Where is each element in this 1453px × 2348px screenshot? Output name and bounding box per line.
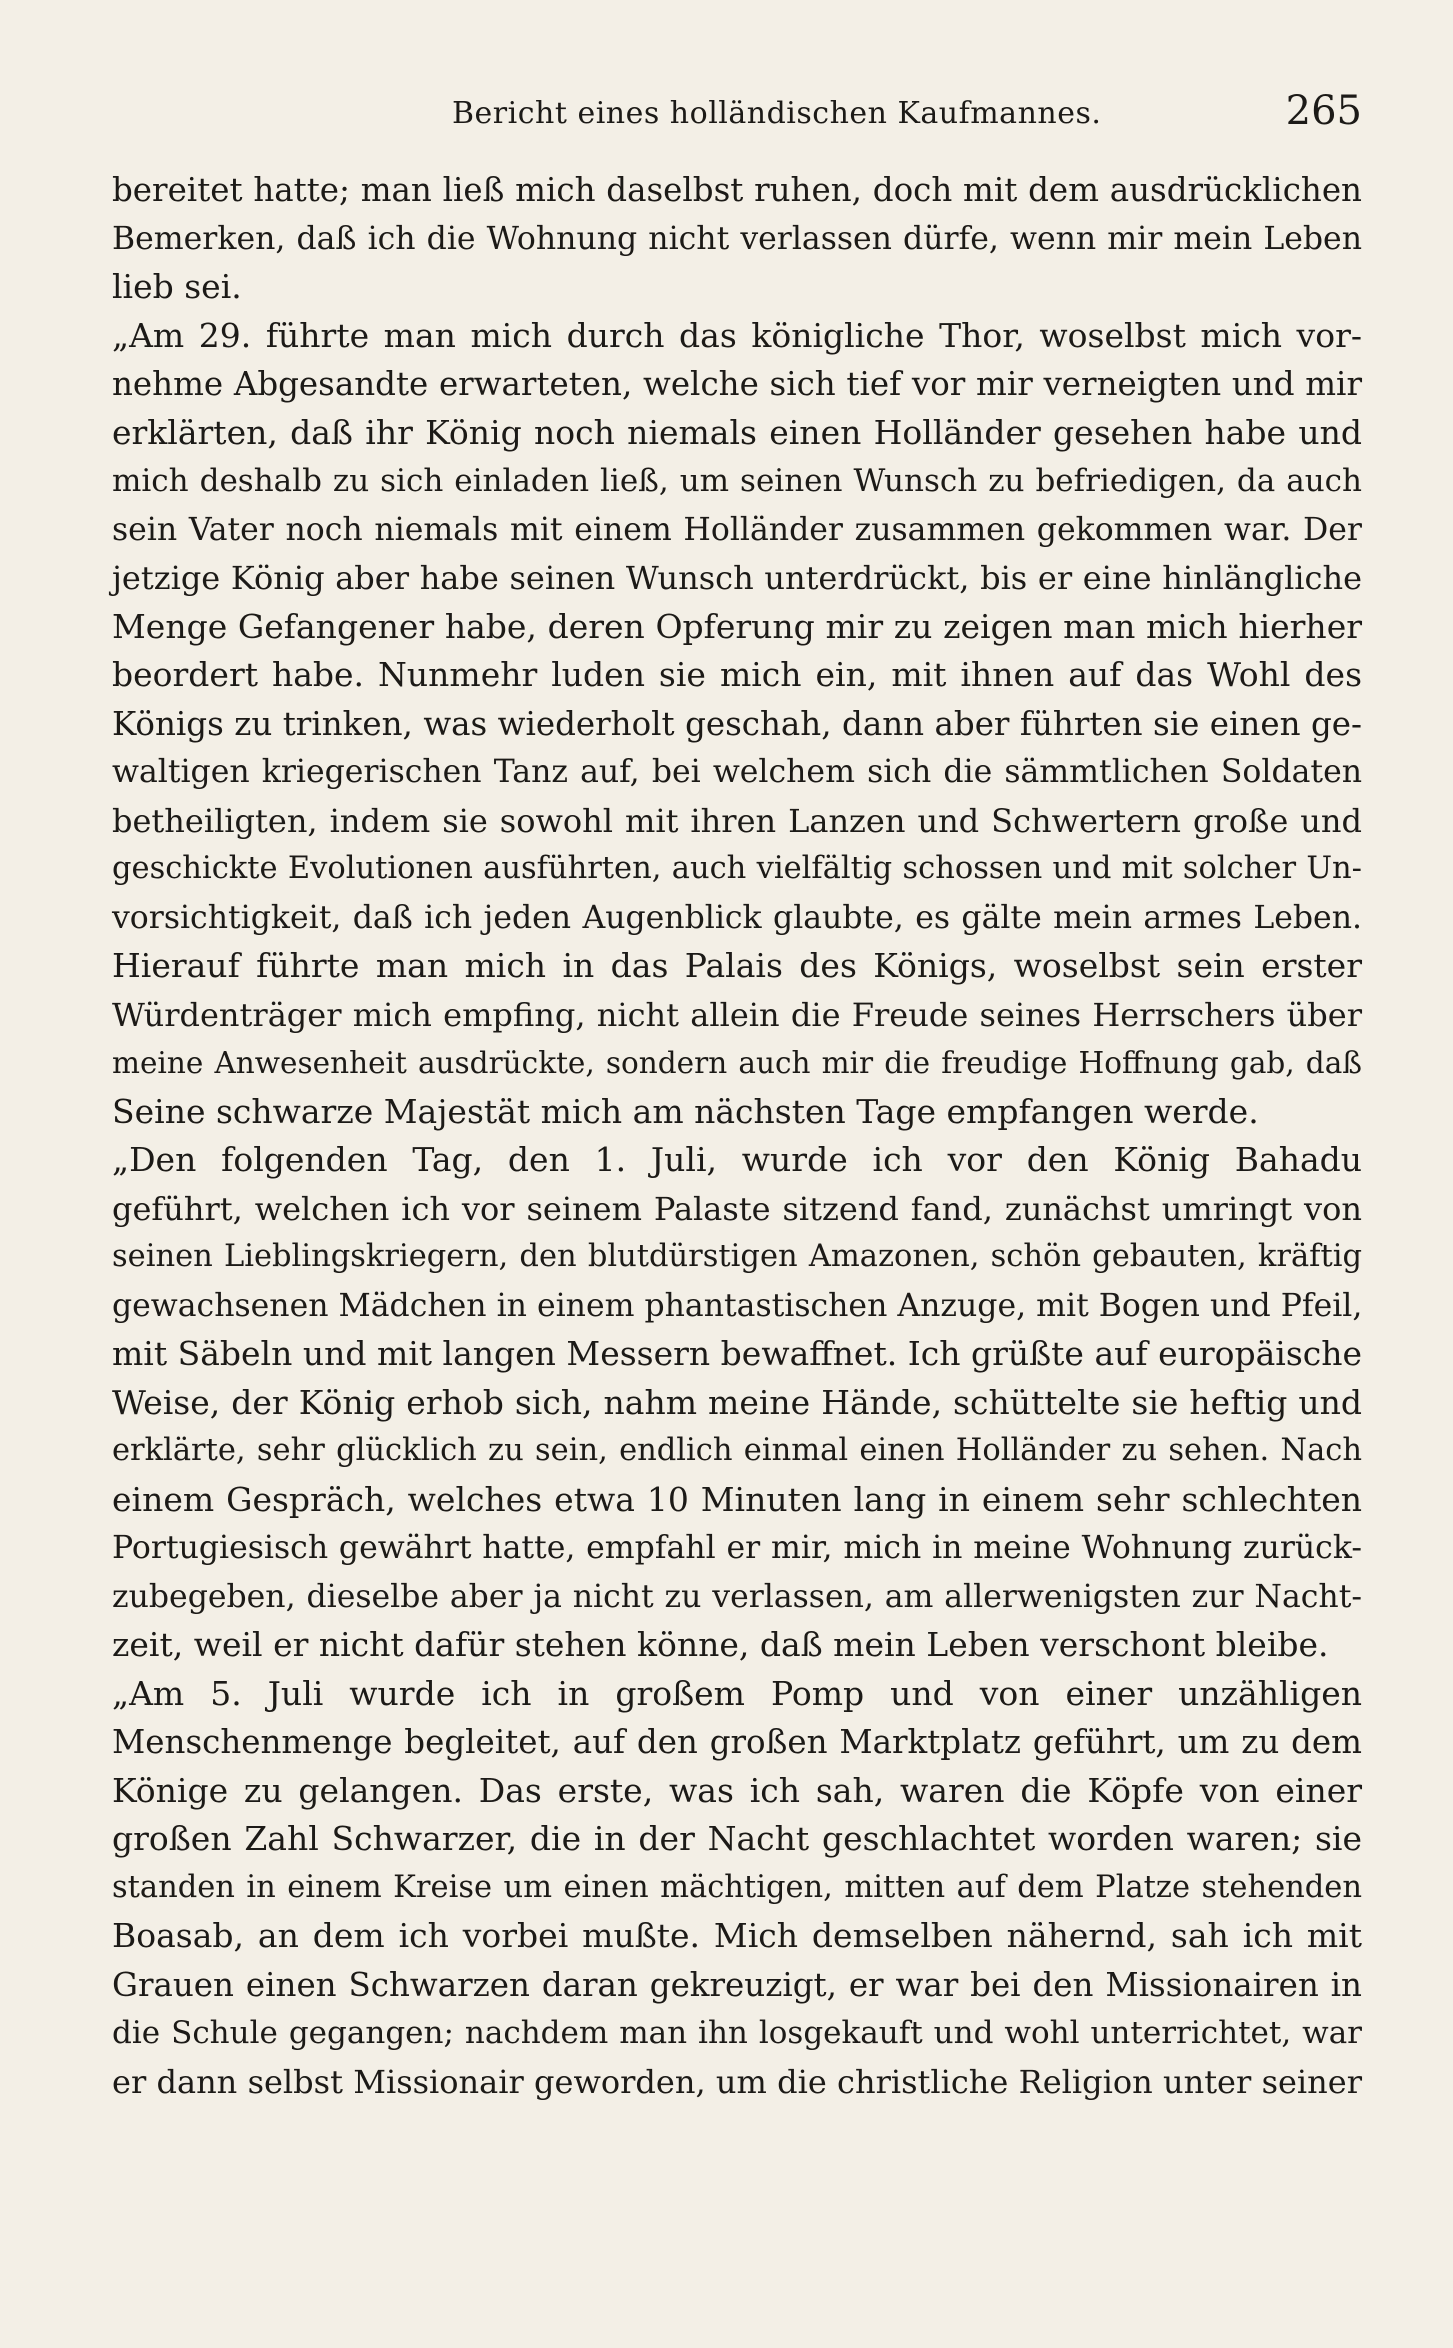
text-line: lieb sei. [112,267,242,306]
text-line: Menschenmenge begleitet, auf den großen Marktplatz geführt, um zu dem [112,1723,1362,1761]
text-line: Könige zu gelangen. Das erste, was ich sah, waren die Köpfe von einer [112,1770,1362,1810]
text-line: großen Zahl Schwarzer, die in der Nacht geschlachtet worden waren; sie [112,1819,1362,1858]
page-number: 265 [1285,88,1362,134]
text-line: erklärten, daß ihr König noch niemals einen Holländer gesehen habe und [112,412,1362,452]
text-line: mich deshalb zu sich einladen ließ, um seinen Wunsch zu befriedigen, da auch [112,463,1362,499]
text-line: vorsichtigkeit, daß ich jeden Augenblick glaubte, es gälte mein armes Leben. [112,899,1362,936]
body-text [112,166,1362,2106]
text-line: die Schule gegangen; nachdem man ihn losgekauft und wohl unterrichtet, war [112,2015,1362,2051]
text-line: „Am 5. Juli wurde ich in großem Pomp und von einer unzähligen [112,1673,1362,1713]
text-line: Würdenträger mich empfing, nicht allein die Freude seines Herrschers über [112,995,1362,1034]
text-line: betheiligten, indem sie sowohl mit ihren Lanzen und Schwertern große und [112,801,1362,840]
text-line: Menge Gefangener habe, deren Opferung mir zu zeigen man mich hierher [112,606,1362,646]
running-head [112,88,1362,140]
text-line: waltigen kriegerischen Tanz auf, bei welchem sich die sämmtlichen Soldaten [112,754,1362,790]
text-line: beordert habe. Nunmehr luden sie mich ein, mit ihnen auf das Wohl des [112,655,1362,694]
text-line: zeit, weil er nicht dafür stehen könne, daß mein Leben verschont bleibe. [112,1625,1329,1664]
text-line: mit Säbeln und mit langen Messern bewaffnet. Ich grüßte auf europäische [112,1334,1363,1373]
text-line: Seine schwarze Majestät mich am nächsten Tage empfangen werde. [112,1091,1259,1131]
text-line: einem Gespräch, welches etwa 10 Minuten lang in einem sehr schlechten [112,1479,1362,1519]
text-line: Grauen einen Schwarzen daran gekreuzigt, er war bei den Missionairen in [112,1965,1362,2004]
text-line: er dann selbst Missionair geworden, um die christliche Religion unter seiner [112,2062,1362,2101]
text-line: Weise, der König erhob sich, nahm meine Hände, schüttelte sie heftig und [112,1382,1362,1422]
text-line: Portugiesisch gewährt hatte, empfahl er mir, mich in meine Wohnung zurück- [112,1530,1362,1566]
text-line: Bemerken, daß ich die Wohnung nicht verlassen dürfe, wenn mir mein Leben [112,220,1362,257]
text-line: geführt, welchen ich vor seinem Palaste sitzend fand, zunächst umringt von [112,1189,1362,1228]
text-line: bereitet hatte; man ließ mich daselbst ruhen, doch mit dem ausdrücklichen [112,171,1362,209]
text-line: nehme Abgesandte erwarteten, welche sich tief vor mir verneigten und mir [112,365,1362,403]
text-line: gewachsenen Mädchen in einem phantastischen Anzuge, mit Bogen und Pfeil, [112,1287,1363,1324]
text-line: „Den folgenden Tag, den 1. Juli, wurde ich vor den König Bahadu [112,1140,1362,1179]
text-line: Hierauf führte man mich in das Palais des Königs, woselbst sein erster [112,946,1362,985]
text-line: zubegeben, dieselbe aber ja nicht zu verlassen, am allerwenigsten zur Nacht- [112,1578,1362,1615]
text-line: „Am 29. führte man mich durch das königliche Thor, woselbst mich vor- [112,315,1362,355]
text-line: erklärte, sehr glücklich zu sein, endlich einmal einen Holländer zu sehen. Nach [112,1433,1362,1468]
text-line: jetzige König aber habe seinen Wunsch unterdrückt, bis er eine hinlängliche [112,559,1362,597]
text-line: Königs zu trinken, was wiederholt geschah, dann aber führten sie einen ge- [112,704,1362,743]
text-line: sein Vater noch niemals mit einem Holländer zusammen gekommen war. Der [112,511,1362,548]
running-title: Bericht eines holländischen Kaufmannes. [452,96,1102,131]
text-line: meine Anwesenheit ausdrückte, sondern auch mir die freudige Hoffnung gab, daß [112,1046,1362,1080]
text-line: geschickte Evolutionen ausführten, auch vielfältig schossen und mit solcher Un- [112,851,1362,886]
text-line: standen in einem Kreise um einen mächtigen, mitten auf dem Platze stehenden [112,1869,1362,1905]
text-line: Boasab, an dem ich vorbei mußte. Mich demselben nähernd, sah ich mit [112,1916,1362,1955]
text-line: seinen Lieblingskriegern, den blutdürstigen Amazonen, schön gebauten, kräftig [112,1239,1362,1274]
